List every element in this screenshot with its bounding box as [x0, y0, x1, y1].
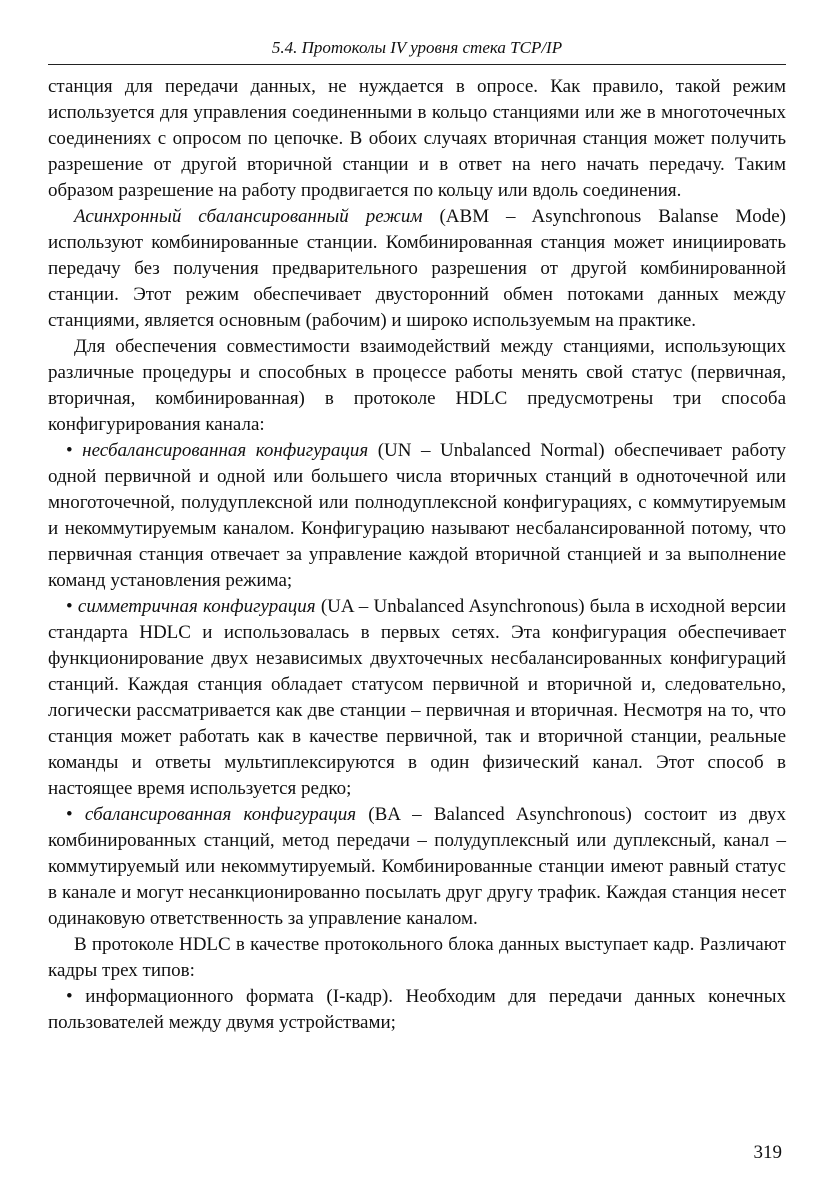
paragraph-text: В протоколе HDLC в качестве протокольного блока данных выступает кадр. Различают кадры трех типов: [48, 934, 786, 981]
paragraph-text: (UN – Unbalanced Normal) обеспечивает работу одной первичной и одной или большего числа вторичных станций в одноточечной или многоточечной, полудуплексной или полнодуплексной конфигурациях, с коммутируемым и некоммутируемым каналом. Конфигурацию называют несбалансированной потому, что первичная станция отвечает за управление каждой вторичной станцией и за выполнение команд установления режима; [48, 440, 787, 591]
term: симметричная конфигурация [77, 596, 316, 617]
bullet-marker: • [66, 440, 73, 461]
bullet-item [48, 802, 786, 932]
paragraph-text: (BA – Balanced Asynchronous) состоит из двух комбинированных станций, метод передачи – полудуплексный или дуплексный, канал – коммутируемый или некоммутируемый. Комбинированные станции имеют равный статус в канале и могут несанкционированно посылать друг другу трафик. Каждая станция несет одинаковую ответственность за управление каналом. [48, 804, 787, 929]
paragraph-text: Для обеспечения совместимости взаимодействий между станциями, использующих различные процедуры и способных в процессе работы менять свой статус (первичная, вторичная, комбинированная) в протоколе HDLC предусмотрены три способа конфигурирования канала: [48, 336, 786, 435]
term: Асинхронный сбалансированный режим [74, 206, 423, 227]
bullet-marker: • [66, 986, 73, 1007]
paragraph [48, 334, 786, 438]
paragraph-text: (UA – Unbalanced Asynchronous) была в исходной версии стандарта HDLC и использовалась в первых сетях. Эта конфигурация обеспечивает функционирование двух независимых двухточечных несбалансированных конфигураций станций. Каждая станция обладает статусом первичной и вторичной и, следовательно, логически рассматривается как две станции – первичная и вторичная. Несмотря на то, что станция может работать как в качестве первичной, так и вторичной станции, реальные команды и ответы мультиплексируются в один физический канал. Этот способ в настоящее время используется редко; [48, 596, 787, 799]
running-header: 5.4. Протоколы IV уровня стека TCP/IP [48, 34, 786, 65]
body-text [48, 74, 786, 1036]
page-number: 319 [753, 1142, 782, 1163]
term: несбалансированная конфигурация [82, 440, 369, 461]
term: сбалансированная конфигурация [84, 804, 357, 825]
paragraph-text: информационного формата (I-кадр). Необходим для передачи данных конечных пользователей между двумя устройствами; [48, 986, 786, 1033]
bullet-marker: • [66, 804, 73, 825]
bullet-item [48, 594, 786, 802]
paragraph [48, 204, 786, 334]
paragraph-text: станция для передачи данных, не нуждается в опросе. Как правило, такой режим используется для управления соединенными в кольцо станциями или же в многоточечных соединениях с опросом по цепочке. В обоих случаях вторичная станция может получить разрешение от другой вторичной станции и в ответ на него начать передачу. Таким образом разрешение на работу продвигается по кольцу или вдоль соединения. [48, 76, 786, 201]
bullet-item [48, 984, 786, 1036]
paragraph-text: (ABM – Asynchronous Balanse Mode) используют комбинированные станции. Комбинированная станция может инициировать передачу без получения предварительного разрешения от другой комбинированной станции. Этот режим обеспечивает двусторонний обмен потоками данных между станциями, является основным (рабочим) и широко используемым на практике. [48, 206, 787, 331]
paragraph [48, 932, 786, 984]
bullet-marker: • [66, 596, 73, 617]
bullet-item [48, 438, 786, 594]
paragraph [48, 74, 786, 204]
